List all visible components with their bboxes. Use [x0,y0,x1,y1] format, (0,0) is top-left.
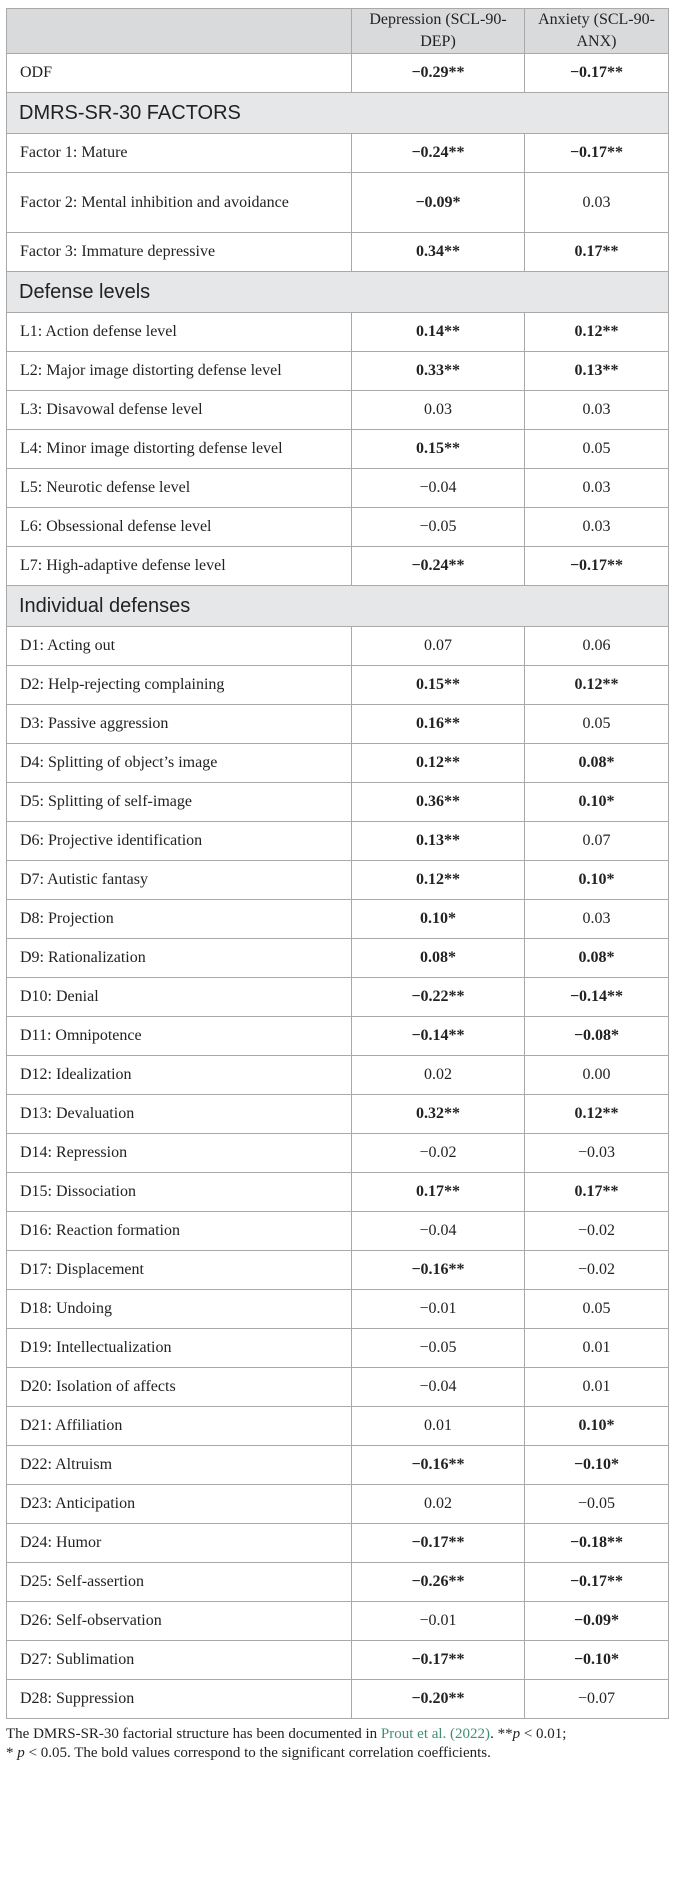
table-row [7,1563,669,1602]
footnote-text: The DMRS-SR-30 factorial structure has been documented in [6,1726,381,1742]
row-label: D14: Repression [7,1134,352,1173]
depression-value: −0.17** [352,1524,525,1563]
anxiety-value: −0.08* [525,1017,669,1056]
table-row [7,173,669,233]
anxiety-value: 0.06 [525,627,669,666]
table-row [7,1368,669,1407]
table-header-row [7,9,669,54]
row-label: D17: Displacement [7,1251,352,1290]
depression-value: 0.15** [352,430,525,469]
depression-value: 0.02 [352,1056,525,1095]
row-label: D16: Reaction formation [7,1212,352,1251]
anxiety-value: 0.17** [525,233,669,272]
anxiety-value: 0.10* [525,783,669,822]
depression-value: −0.20** [352,1680,525,1719]
table-row [7,705,669,744]
row-label: L1: Action defense level [7,313,352,352]
table-row [7,1212,669,1251]
table-row [7,1485,669,1524]
anxiety-value: −0.09* [525,1602,669,1641]
row-label: D19: Intellectualization [7,1329,352,1368]
table-row [7,1407,669,1446]
table-row [7,1017,669,1056]
row-label: D22: Altruism [7,1446,352,1485]
row-label: D15: Dissociation [7,1173,352,1212]
anxiety-value: 0.03 [525,469,669,508]
row-label: D5: Splitting of self-image [7,783,352,822]
row-label: L7: High-adaptive defense level [7,547,352,586]
row-label: D28: Suppression [7,1680,352,1719]
depression-value: −0.29** [352,54,525,93]
anxiety-value: −0.05 [525,1485,669,1524]
correlation-table [6,8,669,1719]
table-row [7,861,669,900]
section-header-row [7,272,669,313]
footnote-reference-link[interactable]: Prout et al. (2022) [380,1726,491,1742]
depression-value: −0.24** [352,547,525,586]
anxiety-value: 0.10* [525,861,669,900]
anxiety-value: −0.02 [525,1251,669,1290]
anxiety-value: 0.08* [525,939,669,978]
row-label: D23: Anticipation [7,1485,352,1524]
footnote-p2-threshold: < 0.05. The bold values correspond to the significant correlation coefficients. [24,1745,491,1761]
depression-value: −0.02 [352,1134,525,1173]
depression-value: 0.12** [352,861,525,900]
depression-value: 0.10* [352,900,525,939]
anxiety-value: −0.14** [525,978,669,1017]
table-row [7,469,669,508]
anxiety-value: −0.10* [525,1641,669,1680]
depression-value: 0.34** [352,233,525,272]
table-row [7,1134,669,1173]
row-label: D13: Devaluation [7,1095,352,1134]
anxiety-value: 0.05 [525,705,669,744]
depression-value: 0.36** [352,783,525,822]
table-row [7,547,669,586]
anxiety-value: 0.03 [525,391,669,430]
row-label: L5: Neurotic defense level [7,469,352,508]
table-row [7,1290,669,1329]
anxiety-value: 0.10* [525,1407,669,1446]
table-row [7,1056,669,1095]
anxiety-value: −0.07 [525,1680,669,1719]
depression-value: 0.01 [352,1407,525,1446]
section-title: DMRS-SR-30 FACTORS [7,93,669,134]
anxiety-value: 0.17** [525,1173,669,1212]
table-row [7,1095,669,1134]
table-row [7,1251,669,1290]
footnote-p1-threshold: < 0.01; [520,1726,567,1742]
depression-value: −0.26** [352,1563,525,1602]
table-row [7,233,669,272]
depression-value: 0.03 [352,391,525,430]
row-label: D26: Self-observation [7,1602,352,1641]
table-row [7,744,669,783]
depression-value: −0.04 [352,469,525,508]
header-anxiety: Anxiety (SCL-90-ANX) [525,9,669,54]
depression-value: −0.14** [352,1017,525,1056]
depression-value: 0.13** [352,822,525,861]
footnote-text-stars: . ** [490,1726,513,1742]
depression-value: 0.17** [352,1173,525,1212]
table-row [7,939,669,978]
row-label: D4: Splitting of object’s image [7,744,352,783]
row-label: L4: Minor image distorting defense level [7,430,352,469]
anxiety-value: 0.08* [525,744,669,783]
anxiety-value: 0.03 [525,508,669,547]
row-label: D25: Self-assertion [7,1563,352,1602]
row-label: D6: Projective identification [7,822,352,861]
depression-value: −0.09* [352,173,525,233]
anxiety-value: −0.17** [525,547,669,586]
depression-value: −0.05 [352,1329,525,1368]
depression-value: −0.05 [352,508,525,547]
depression-value: 0.15** [352,666,525,705]
anxiety-value: −0.18** [525,1524,669,1563]
table-row [7,627,669,666]
anxiety-value: 0.13** [525,352,669,391]
header-depression: Depression (SCL-90-DEP) [352,9,525,54]
row-label: D18: Undoing [7,1290,352,1329]
anxiety-value: 0.12** [525,1095,669,1134]
depression-value: 0.33** [352,352,525,391]
depression-value: 0.08* [352,939,525,978]
row-label: D7: Autistic fantasy [7,861,352,900]
row-label: D1: Acting out [7,627,352,666]
depression-value: 0.12** [352,744,525,783]
depression-value: −0.01 [352,1602,525,1641]
table-row [7,1602,669,1641]
table-footnote [6,1725,668,1763]
anxiety-value: 0.05 [525,1290,669,1329]
depression-value: −0.04 [352,1212,525,1251]
row-label: L3: Disavowal defense level [7,391,352,430]
table-row [7,54,669,93]
anxiety-value: 0.03 [525,900,669,939]
table-row [7,430,669,469]
section-header-row [7,586,669,627]
table-row [7,666,669,705]
depression-value: 0.07 [352,627,525,666]
anxiety-value: −0.02 [525,1212,669,1251]
table-row [7,1446,669,1485]
row-label: D27: Sublimation [7,1641,352,1680]
footnote-p-symbol: p [512,1726,521,1742]
row-label: D20: Isolation of affects [7,1368,352,1407]
table-row [7,352,669,391]
table-row [7,978,669,1017]
table-row [7,134,669,173]
section-header-row [7,93,669,134]
table-row [7,900,669,939]
anxiety-value: 0.00 [525,1056,669,1095]
row-label: D12: Idealization [7,1056,352,1095]
depression-value: −0.01 [352,1290,525,1329]
anxiety-value: −0.17** [525,134,669,173]
depression-value: 0.16** [352,705,525,744]
anxiety-value: 0.12** [525,313,669,352]
depression-value: −0.04 [352,1368,525,1407]
row-label: Factor 1: Mature [7,134,352,173]
depression-value: −0.16** [352,1251,525,1290]
depression-value: 0.32** [352,1095,525,1134]
anxiety-value: −0.17** [525,1563,669,1602]
header-label-column [7,9,352,54]
anxiety-value: 0.07 [525,822,669,861]
table-row [7,1680,669,1719]
table-row [7,1641,669,1680]
anxiety-value: −0.17** [525,54,669,93]
table-row [7,822,669,861]
anxiety-value: −0.10* [525,1446,669,1485]
depression-value: −0.22** [352,978,525,1017]
footnote-star: * [6,1745,18,1761]
row-label: Factor 2: Mental inhibition and avoidance [7,173,352,233]
footnote-p-symbol-2: p [17,1745,25,1761]
table-container [6,8,668,1763]
table-row [7,783,669,822]
row-label: D3: Passive aggression [7,705,352,744]
anxiety-value: 0.01 [525,1329,669,1368]
table-row [7,1524,669,1563]
table-row [7,508,669,547]
table-row [7,1329,669,1368]
table-row [7,313,669,352]
anxiety-value: −0.03 [525,1134,669,1173]
row-label: D10: Denial [7,978,352,1017]
anxiety-value: 0.03 [525,173,669,233]
row-label: ODF [7,54,352,93]
section-title: Defense levels [7,272,669,313]
row-label: Factor 3: Immature depressive [7,233,352,272]
row-label: D11: Omnipotence [7,1017,352,1056]
depression-value: −0.16** [352,1446,525,1485]
table-row [7,391,669,430]
depression-value: −0.24** [352,134,525,173]
row-label: D24: Humor [7,1524,352,1563]
row-label: D9: Rationalization [7,939,352,978]
anxiety-value: 0.05 [525,430,669,469]
row-label: L2: Major image distorting defense level [7,352,352,391]
depression-value: 0.02 [352,1485,525,1524]
section-title: Individual defenses [7,586,669,627]
row-label: D2: Help-rejecting complaining [7,666,352,705]
anxiety-value: 0.01 [525,1368,669,1407]
table-row [7,1173,669,1212]
row-label: D8: Projection [7,900,352,939]
depression-value: 0.14** [352,313,525,352]
row-label: L6: Obsessional defense level [7,508,352,547]
anxiety-value: 0.12** [525,666,669,705]
depression-value: −0.17** [352,1641,525,1680]
row-label: D21: Affiliation [7,1407,352,1446]
